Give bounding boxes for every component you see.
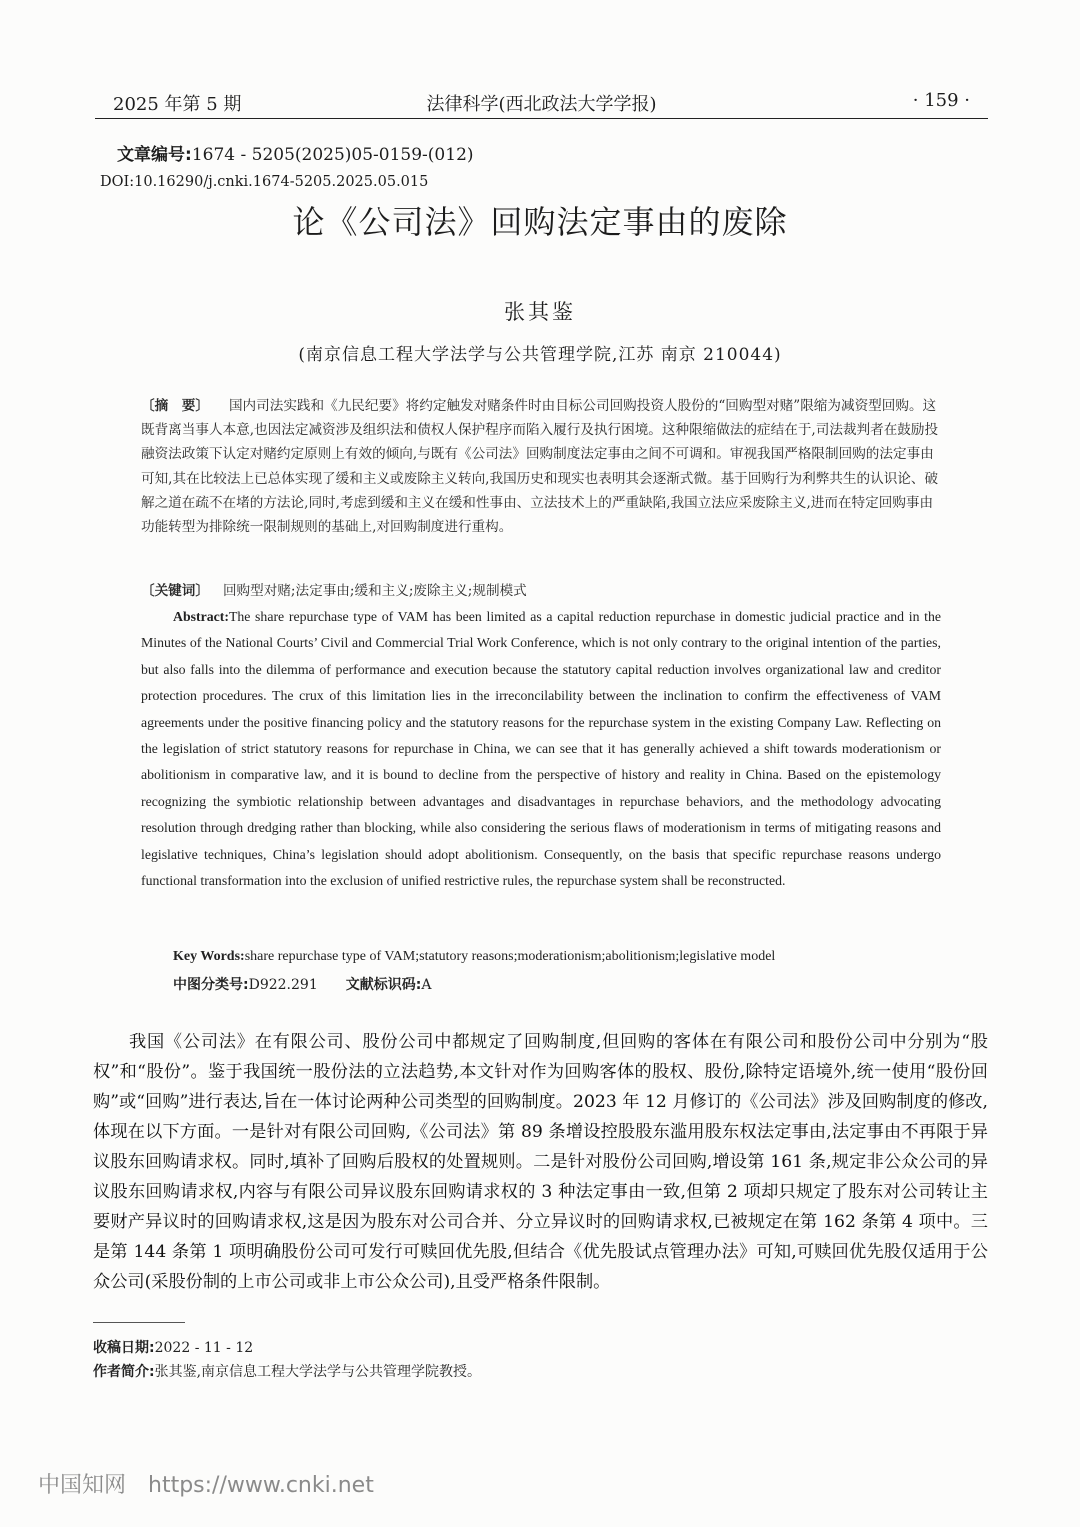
received-date xyxy=(93,1337,253,1357)
article-number-value: 1674 - 5205(2025)05-0159-(012) xyxy=(191,145,474,165)
article-number-label: 文章编号: xyxy=(117,145,192,165)
received-date-label: 收稿日期: xyxy=(93,1340,155,1356)
english-keywords-text: share repurchase type of VAM;statutory reasons;moderationism;abolitionism;legislative model xyxy=(244,949,776,964)
paper-title: 论《公司法》回购法定事由的废除 xyxy=(292,203,788,241)
cnki-watermark xyxy=(38,1468,374,1499)
classification-codes xyxy=(173,974,431,994)
running-header xyxy=(95,88,988,119)
journal-name: 法律科学(西北政法大学学报) xyxy=(426,94,657,115)
english-abstract xyxy=(141,604,941,894)
doi[interactable]: DOI:10.16290/j.cnki.1674-5205.2025.05.015 xyxy=(100,174,429,190)
author-bio xyxy=(93,1361,481,1381)
author-bio-label: 作者简介: xyxy=(93,1364,155,1380)
chinese-abstract-text: 国内司法实践和《九民纪要》将约定触发对赌条件时由目标公司回购投资人股份的“回购型对赌”限缩为减资型回购。这既背离当事人本意,也因法定减资涉及组织法和债权人保护程序而陷入履行及执行困境。这种限缩做法的症结在于,司法裁判者在鼓励投融资法政策下认定对赌约定原则上有效的倾向,与既有《公司法》回购制度法定事由之间不可调和。审视我国严格限制回购的法定事由可知,其在比较法上已总体实现了缓和主义或废除主义转向,我国历史和现实也表明其会逐渐式微。基于回购行为利弊共生的认识论、破解之道在疏不在堵的方法论,同时,考虑到缓和主义在缓和性事由、立法技术上的严重缺陷,我国立法应采废除主义,进而在特定回购事由功能转型为排除统一限制规则的基础上,对回购制度进行重构。 xyxy=(141,398,939,536)
document-code-value: A xyxy=(421,977,432,993)
chinese-keywords-text: 回购型对赌;法定事由;缓和主义;废除主义;规制模式 xyxy=(222,583,527,599)
clc-value: D922.291 xyxy=(248,977,318,993)
article-number xyxy=(117,140,474,165)
issue-label: 2025 年第 5 期 xyxy=(113,94,242,115)
clc-label: 中图分类号: xyxy=(173,977,249,993)
watermark-site-name: 中国知网 xyxy=(38,1473,127,1498)
author-bio-value: 张其鉴,南京信息工程大学法学与公共管理学院教授。 xyxy=(154,1364,482,1380)
chinese-abstract xyxy=(141,394,941,539)
chinese-keywords-label: 〔关键词〕 xyxy=(141,583,209,599)
author-affiliation: (南京信息工程大学法学与公共管理学院,江苏 南京 210044) xyxy=(298,345,782,365)
english-keywords-label: Key Words: xyxy=(173,949,245,964)
chinese-keywords xyxy=(141,579,941,603)
document-code-label: 文献标识码: xyxy=(345,977,422,993)
page-number: · 159 · xyxy=(912,90,970,111)
watermark-url: https://www.cnki.net xyxy=(148,1473,374,1498)
received-date-value: 2022 - 11 - 12 xyxy=(154,1340,254,1356)
english-abstract-text: The share repurchase type of VAM has been limited as a capital reduction repurchase in domestic judicial practice and in the Minutes of the National Courts’ Civil and Commercial Trial Work Conference, which is not only contrary to the original intention of the parties, but also falls into the dilemma of performance and execution because the statutory capital reduction involves organizational law and creditor protection procedures. The crux of this limitation lies in the irreconcilability between the inclination to confirm the effectiveness of VAM agreements under the positive financing policy and the statutory reasons for the repurchase system in the existing Company Law. Reflecting on the legislation of strict statutory reasons for repurchase in China, we can see that it has generally achieved a shift towards moderationism or abolitionism in comparative law, and it is bound to decline from the perspective of history and reality in China. Based on the epistemology recognizing the symbiotic relationship between advantages and disadvantages in repurchase behaviors, and the methodology advocating resolution through dredging rather than blocking, while also considering the serious flaws of moderationism in terms of mitigating reasons and legislative techniques, China’s legislation should adopt abolitionism. Consequently, on the basis that specific repurchase reasons undergo functional transformation into the exclusion of unified restrictive rules, the repurchase system shall be reconstructed. xyxy=(141,609,941,889)
author-name: 张其鉴 xyxy=(504,300,576,324)
body-paragraph: 我国《公司法》在有限公司、股份公司中都规定了回购制度,但回购的客体在有限公司和股份公司中分别为“股权”和“股份”。鉴于我国统一股份法的立法趋势,本文针对作为回购客体的股权、股份,除特定语境外,统一使用“股份回购”或“回购”进行表达,旨在一体讨论两种公司类型的回购制度。2023 年 12 月修订的《公司法》涉及回购制度的修改,体现在以下方面。一是针对有限公司回购,《公司法》第 89 条增设控股股东滥用股东权法定事由,法定事由不再限于异议股东回购请求权。同时,填补了回购后股权的处置规则。二是针对股份公司回购,增设第 161 条,规定非公众公司的异议股东回购请求权,内容与有限公司异议股东回购请求权的 3 种法定事由一致,但第 2 项却只规定了股东对公司转让主要财产异议时的回购请求权,这是因为股东对公司合并、分立异议时的回购请求权,已被规定在第 162 条第 4 项中。三是第 144 条第 1 项明确股份公司可发行可赎回优先股,但结合《优先股试点管理办法》可知,可赎回优先股仅适用于公众公司(采股份制的上市公司或非上市公众公司),且受严格条件限制。 xyxy=(93,1032,988,1292)
footnote-divider xyxy=(93,1322,185,1323)
english-abstract-label: Abstract: xyxy=(173,609,229,624)
chinese-abstract-label: 〔摘 要〕 xyxy=(141,398,209,414)
english-keywords xyxy=(173,949,953,965)
